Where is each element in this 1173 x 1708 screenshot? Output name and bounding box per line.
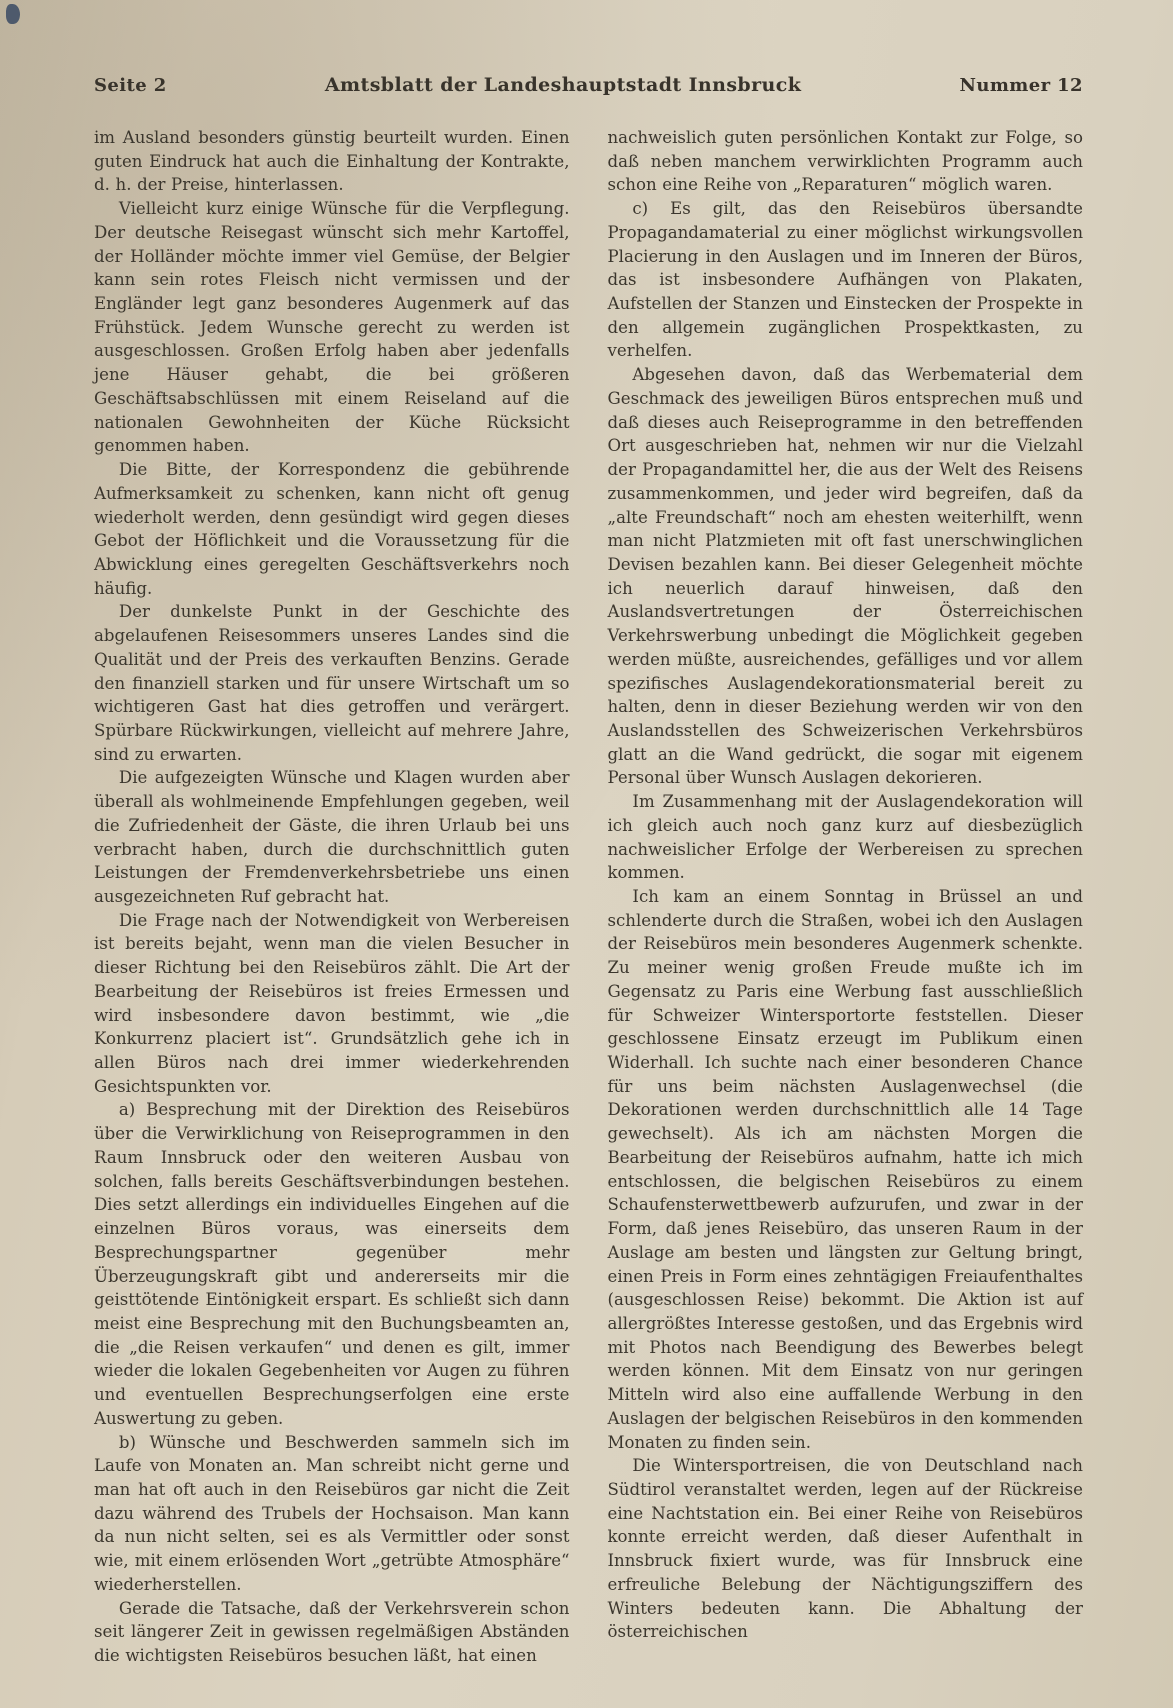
text-columns [94,126,1083,1668]
paragraph: nachweislich guten persönlichen Kontakt zur Folge, so daß neben manchem verwirklichten Programm auch schon eine Reihe von „Reparaturen“ möglich waren. [607,128,1083,195]
right-column [608,126,1084,1668]
paragraph: im Ausland besonders günstig beurteilt wurden. Einen guten Eindruck hat auch die Einhaltung der Kontrakte, d. h. der Preise, hinterlassen. [94,128,570,195]
paragraph: Gerade die Tatsache, daß der Verkehrsverein schon seit längerer Zeit in gewissen regelmäßigen Abständen die wichtigsten Reisebüros besuchen läßt, hat einen [94,1598,570,1665]
paragraph: Ich kam an einem Sonntag in Brüssel an und schlenderte durch die Straßen, wobei ich den Auslagen der Reisebüros mein besonderes Augenmerk schenkte. Zu meiner wenig großen Freude mußte ich im Gegensatz zu Paris eine Werbung fast ausschließlich für Schweizer Wintersportorte feststellen. Dieser geschlossene Einsatz erzeugt im Publikum einen Widerhall. Ich suchte nach einer besonderen Chance für uns beim nächsten Auslagenwechsel (die Dekorationen werden durchschnittlich alle 14 Tage gewechselt). Als ich am nächsten Morgen die Bearbeitung der Reisebüros aufnahm, hatte ich mich entschlossen, die belgischen Reisebüros zu einem Schaufensterwettbewerb aufzurufen, und zwar in der Form, daß jenes Reisebüro, das unseren Raum in der Auslage am besten und längsten zur Geltung bringt, einen Preis in Form eines zehntägigen Freiaufenthaltes (ausgeschlossen Reise) bekommt. Die Aktion ist auf allergrößtes Interesse gestoßen, und das Ergebnis wird mit Photos nach Beendigung des Bewerbes belegt werden können. Mit dem Einsatz von nur geringen Mitteln wird also eine auffallende Werbung in den Auslagen der belgischen Reisebüros in den kommenden Monaten zu finden sein. [607,887,1083,1452]
paragraph: Die Bitte, der Korrespondenz die gebührende Aufmerksamkeit zu schenken, kann nicht oft genug wiederholt werden, denn gesündigt wird gegen dieses Gebot der Höflichkeit und die Voraussetzung für die Abwicklung eines geregelten Geschäftsverkehrs noch häufig. [94,460,570,598]
left-column [94,126,570,1668]
paragraph: Die aufgezeigten Wünsche und Klagen wurden aber überall als wohlmeinende Empfehlungen gegeben, weil die Zufriedenheit der Gäste, die ihren Urlaub bei uns verbracht haben, durch die durchschnittlich guten Leistungen der Fremdenverkehrsbetriebe uns einen ausgezeichneten Ruf gebracht hat. [94,768,570,906]
paragraph: c) Es gilt, das den Reisebüros übersandte Propagandamaterial zu einer möglichst wirkungsvollen Placierung in den Auslagen und im Inneren der Büros, das ist insbesondere Aufhängen von Plakaten, Aufstellen der Stanzen und Einstecken der Prospekte in den allgemein zugänglichen Prospektkasten, zu verhelfen. [607,199,1083,361]
paragraph: Im Zusammenhang mit der Auslagendekoration will ich gleich auch noch ganz kurz auf diesbezüglich nachweislicher Erfolge der Werbereisen zu sprechen kommen. [607,792,1083,883]
issue-number-label: Nummer 12 [959,75,1083,96]
ink-spot [6,4,20,24]
page-title: Amtsblatt der Landeshauptstadt Innsbruck [324,74,802,96]
paragraph: a) Besprechung mit der Direktion des Reisebüros über die Verwirklichung von Reiseprogrammen in den Raum Innsbruck oder den weiteren Ausbau von solchen, falls bereits Geschäftsverbindungen bestehen. Dies setzt allerdings ein individuelles Eingehen auf die einzelnen Büros voraus, was einerseits dem Besprechungspartner gegenüber mehr Überzeugungskraft gibt und andererseits mir die geisttötende Eintönigkeit erspart. Es schließt sich dann meist eine Besprechung mit den Buchungsbeamten an, die „die Reisen verkaufen“ und denen es gilt, immer wieder die lokalen Gegebenheiten vor Augen zu führen und eventuellen Besprechungserfolgen eine erste Auswertung zu geben. [94,1100,570,1428]
paragraph: Die Frage nach der Notwendigkeit von Werbereisen ist bereits bejaht, wenn man die vielen Besucher in dieser Richtung bei den Reisebüros zählt. Die Art der Bearbeitung der Reisebüros ist freies Ermessen und wird insbesondere davon bestimmt, wie „die Konkurrenz placiert ist“. Grundsätzlich gehe ich in allen Büros nach drei immer wiederkehrenden Gesichtspunkten vor. [94,910,570,1096]
page-header [94,74,1083,96]
paragraph: b) Wünsche und Beschwerden sammeln sich im Laufe von Monaten an. Man schreibt nicht gerne und man hat oft auch in den Reisebüros gar nicht die Zeit dazu während des Trubels der Hochsaison. Man kann da nun nicht selten, sei es als Vermittler oder sonst wie, mit einem erlösenden Wort „getrübte Atmosphäre“ wiederherstellen. [94,1432,570,1594]
page-number-label: Seite 2 [94,75,167,96]
paragraph: Abgesehen davon, daß das Werbematerial dem Geschmack des jeweiligen Büros entsprechen muß und daß dieses auch Reiseprogramme in den betreffenden Ort ausgeschrieben hat, nehmen wir nur die Vielzahl der Propagandamittel her, die aus der Welt des Reisens zusammenkommen, und jeder wird begreifen, daß da „alte Freundschaft“ noch am ehesten weiterhilft, wenn man nicht Platzmieten mit oft fast unerschwinglichen Devisen bezahlen kann. Bei dieser Gelegenheit möchte ich neuerlich darauf hinweisen, daß den Auslandsvertretungen der Österreichischen Verkehrswerbung unbedingt die Möglichkeit gegeben werden müßte, ausreichendes, gefälliges und vor allem spezifisches Auslagendekorationsmaterial bereit zu halten, denn in dieser Beziehung werden wir von den Auslandsstellen des Schweizerischen Verkehrsbüros glatt an die Wand gedrückt, die sogar mit eigenem Personal über Wunsch Auslagen dekorieren. [607,365,1083,788]
paragraph: Die Wintersportreisen, die von Deutschland nach Südtirol veranstaltet werden, legen auf der Rückreise eine Nachtstation ein. Bei einer Reihe von Reisebüros konnte erreicht werden, daß dieser Aufenthalt in Innsbruck fixiert wurde, was für Innsbruck eine erfreuliche Belebung der Nächtigungsziffern des Winters bedeuten kann. Die Abhaltung der österreichischen [607,1456,1083,1642]
paragraph: Vielleicht kurz einige Wünsche für die Verpflegung. Der deutsche Reisegast wünscht sich mehr Kartoffel, der Holländer möchte immer viel Gemüse, der Belgier kann sein rotes Fleisch nicht vermissen und der Engländer legt ganz besonderes Augenmerk auf das Frühstück. Jedem Wunsche gerecht zu werden ist ausgeschlossen. Großen Erfolg haben aber jedenfalls jene Häuser gehabt, die bei größeren Geschäftsabschlüssen mit einem Reiseland auf die nationalen Gewohnheiten der Küche Rücksicht genommen haben. [94,199,570,456]
paragraph: Der dunkelste Punkt in der Geschichte des abgelaufenen Reisesommers unseres Landes sind die Qualität und der Preis des verkauften Benzins. Gerade den finanziell starken und für unsere Wirtschaft um so wichtigeren Gast hat dies getroffen und verärgert. Spürbare Rückwirkungen, vielleicht auf mehrere Jahre, sind zu erwarten. [94,602,570,764]
